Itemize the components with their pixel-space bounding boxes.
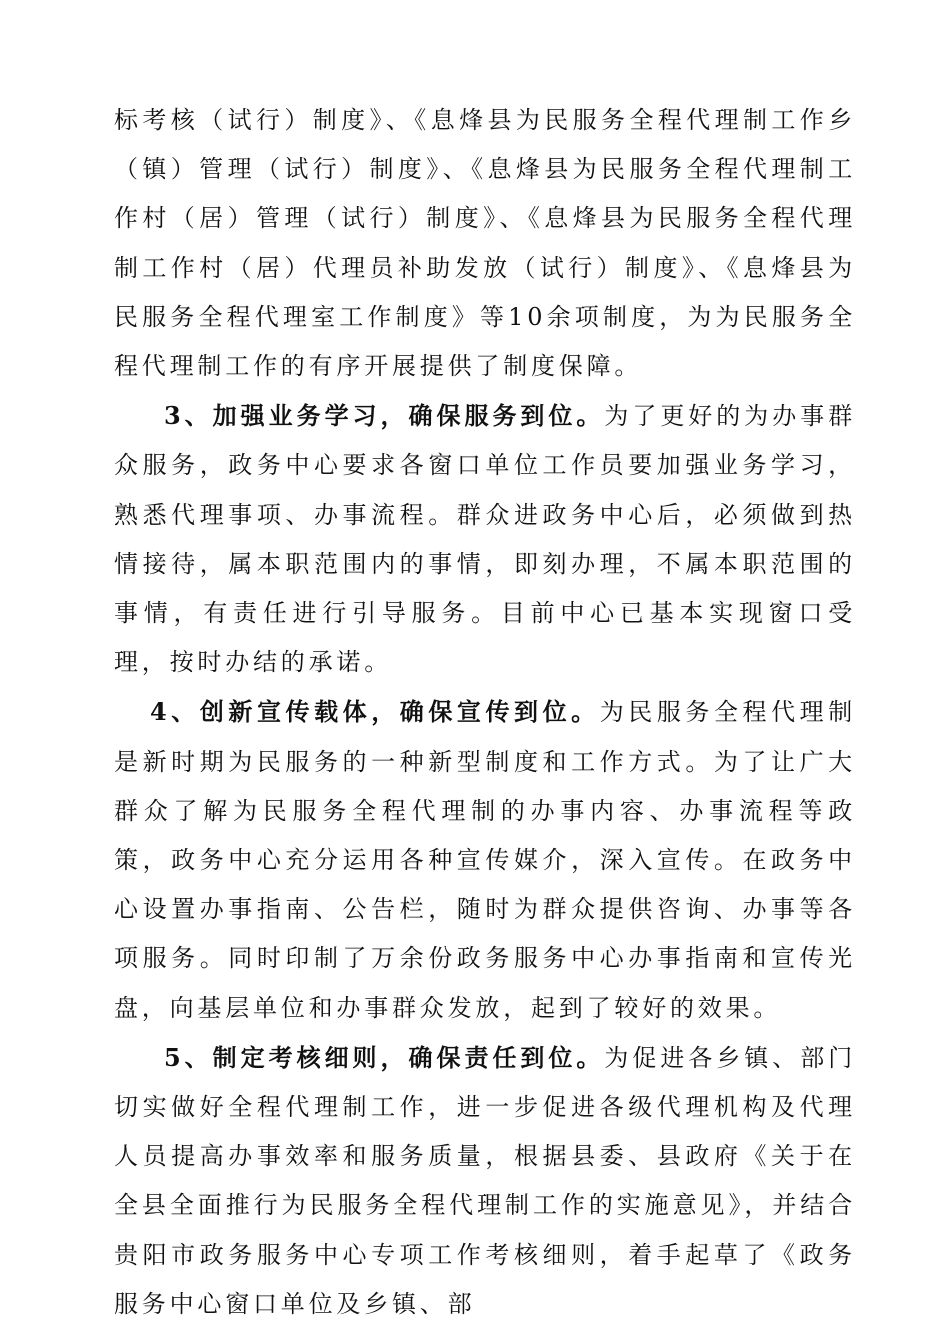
paragraph-3 bbox=[114, 687, 856, 1032]
paragraph-3-heading: 4、创新宣传载体，确保宣传到位。 bbox=[150, 697, 600, 727]
paragraph-2-text: 为了更好的为办事群众服务，政务中心要求各窗口单位工作员要加强业务学习，熟悉代理事项、办事流程。群众进政务中心后，必须做到热情接待，属本职范围内的事情，即刻办理，不属本职范围的事情，有责任进行引导服务。目前中心已基本实现窗口受理，按时办结的承诺。 bbox=[114, 402, 857, 677]
paragraph-2 bbox=[114, 391, 856, 687]
paragraph-4 bbox=[114, 1033, 856, 1329]
paragraph-4-text: 为促进各乡镇、部门切实做好全程代理制工作，进一步促进各级代理机构及代理人员提高办事效率和服务质量，根据县委、县政府《关于在全县全面推行为民服务全程代理制工作的实施意见》，并结合贵阳市政务服务中心专项工作考核细则，着手起草了《政务服务中心窗口单位及乡镇、部 bbox=[114, 1043, 857, 1318]
paragraph-1-text: 标考核（试行）制度》、《息烽县为民服务全程代理制工作乡（镇）管理（试行）制度》、《息烽县为民服务全程代理制工作村（居）管理（试行）制度》、《息烽县为民服务全程代理制工作村（居）代理员补助发放（试行）制度》、《息烽县为民服务全程代理室工作制度》等10余项制度，为为民服务全程代理制工作的有序开展提供了制度保障。 bbox=[114, 106, 856, 381]
paragraph-2-heading: 3、加强业务学习，确保服务到位。 bbox=[164, 401, 605, 431]
paragraph-4-heading: 5、制定考核细则，确保责任到位。 bbox=[164, 1042, 605, 1072]
paragraph-3-text: 为民服务全程代理制是新时期为民服务的一种新型制度和工作方式。为了让广大群众了解为民服务全程代理制的办事内容、办事流程等政策，政务中心充分运用各种宣传媒介，深入宣传。在政务中心设置办事指南、公告栏，随时为群众提供咨询、办事等各项服务。同时印制了万余份政务服务中心办事指南和宣传光盘，向基层单位和办事群众发放，起到了较好的效果。 bbox=[114, 698, 857, 1022]
paragraph-1 bbox=[114, 96, 856, 391]
